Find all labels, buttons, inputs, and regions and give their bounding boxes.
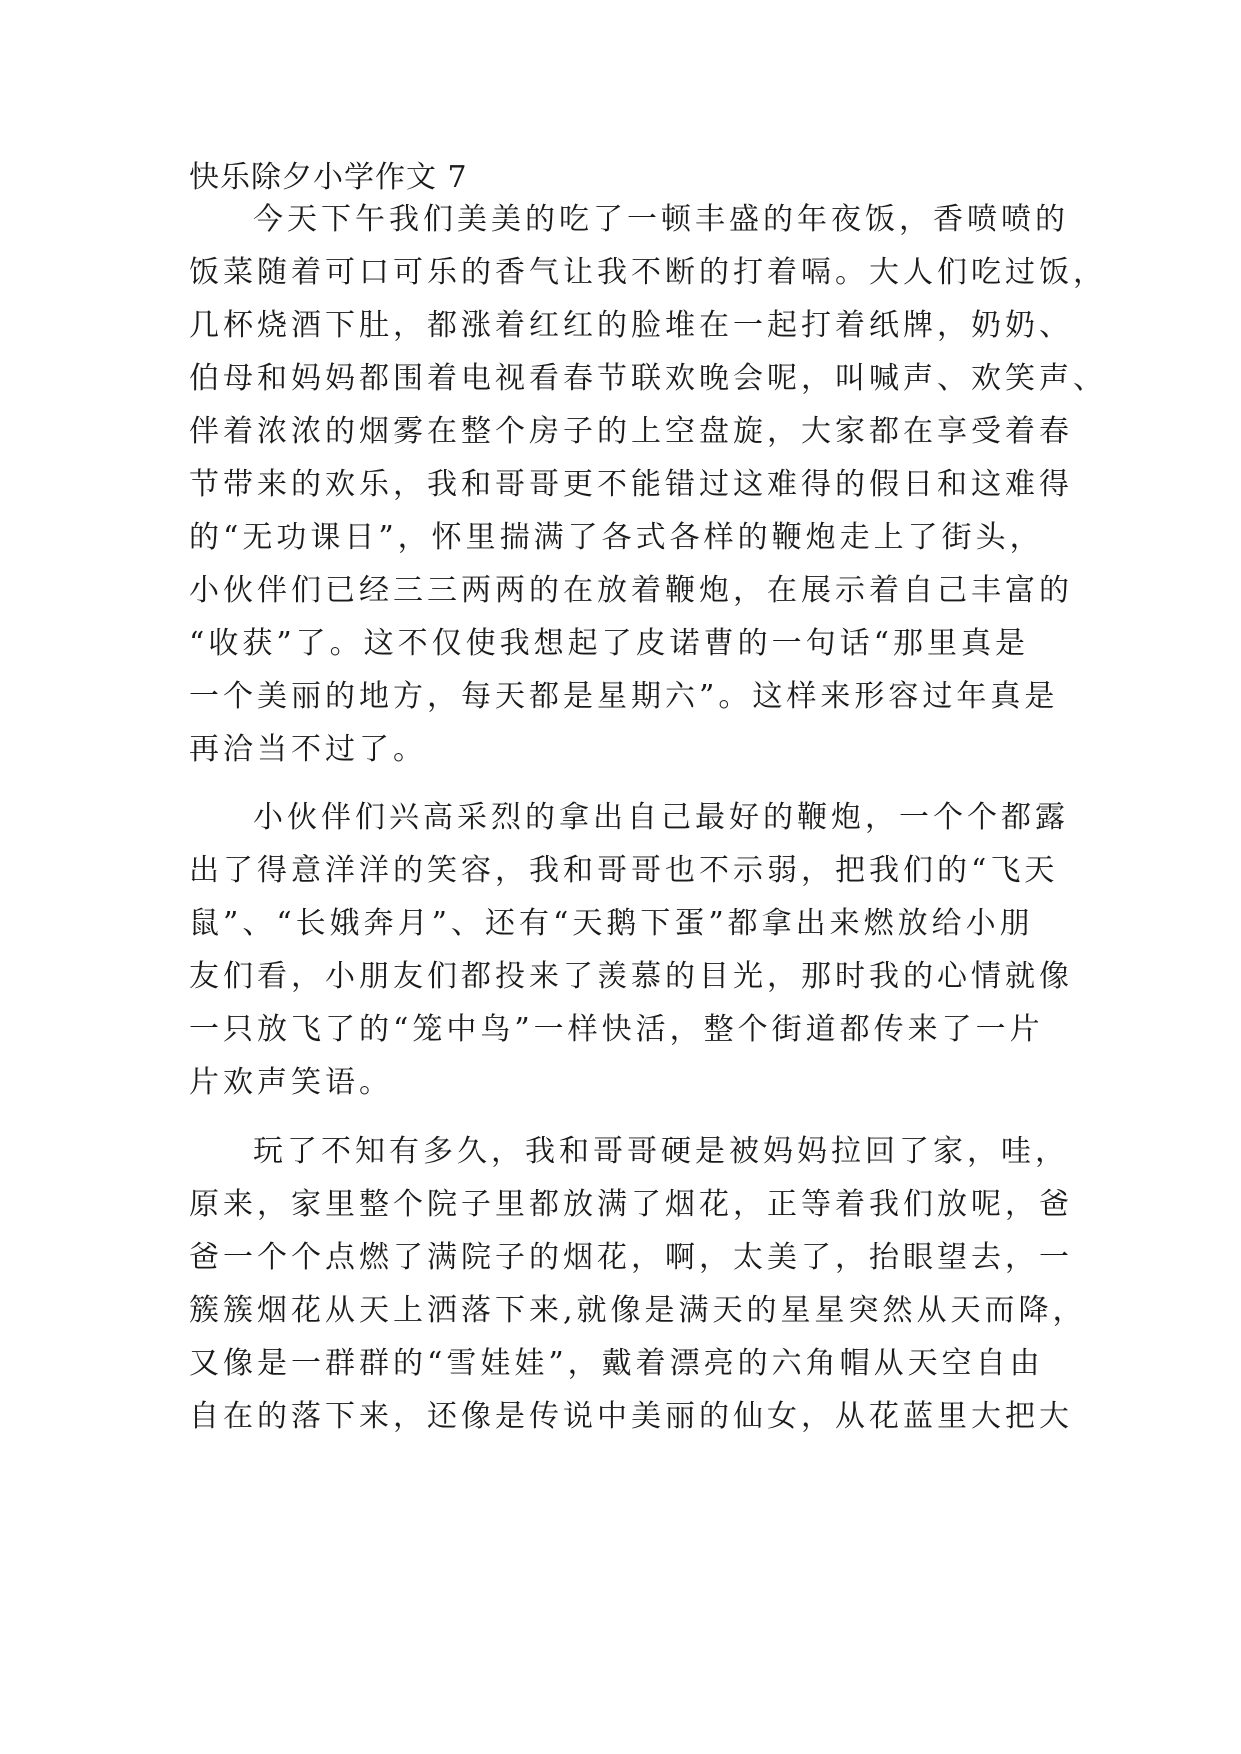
paragraph-3-line-6: 自在的落下来，还像是传说中美丽的仙女，从花蓝里大把大 <box>189 1399 1073 1434</box>
paragraph-1-line-2: 饭菜随着可口可乐的香气让我不断的打着嗝。大人们吃过饭， <box>189 255 1107 290</box>
paragraph-2-line-5: 一只放飞了的“笼中鸟”一样快活，整个街道都传来了一片 <box>189 1012 1044 1047</box>
paragraph-1-line-4: 伯母和妈妈都围着电视看春节联欢晚会呢，叫喊声、欢笑声、 <box>189 361 1107 396</box>
paragraph-1-line-6: 节带来的欢乐，我和哥哥更不能错过这难得的假日和这难得 <box>189 467 1073 502</box>
paragraph-1-line-7: 的“无功课日”，怀里揣满了各式各样的鞭炮走上了街头， <box>189 520 1044 555</box>
paragraph-1-line-5: 伴着浓浓的烟雾在整个房子的上空盘旋，大家都在享受着春 <box>189 414 1073 449</box>
paragraph-3-line-1: 玩了不知有多久，我和哥哥硬是被妈妈拉回了家，哇， <box>253 1134 1069 1169</box>
paragraph-1-line-11: 再洽当不过了。 <box>189 732 427 767</box>
document-title: 快乐除夕小学作文 7 <box>189 160 468 195</box>
paragraph-1-line-1: 今天下午我们美美的吃了一顿丰盛的年夜饭，香喷喷的 <box>253 202 1069 237</box>
paragraph-2-line-2: 出了得意洋洋的笑容，我和哥哥也不示弱，把我们的“飞天 <box>189 853 1059 888</box>
paragraph-1-line-3: 几杯烧酒下肚，都涨着红红的脸堆在一起打着纸牌，奶奶、 <box>189 308 1073 343</box>
paragraph-3-line-3: 爸一个个点燃了满院子的烟花，啊，太美了，抬眼望去，一 <box>189 1240 1073 1275</box>
paragraph-2-line-4: 友们看，小朋友们都投来了羡慕的目光，那时我的心情就像 <box>189 959 1073 994</box>
paragraph-1-line-9: “收获”了。这不仅使我想起了皮诺曹的一句话“那里真是 <box>189 626 1030 661</box>
paragraph-1-line-10: 一个美丽的地方，每天都是星期六”。这样来形容过年真是 <box>189 679 1059 714</box>
paragraph-3-line-2: 原来，家里整个院子里都放满了烟花，正等着我们放呢，爸 <box>189 1187 1073 1222</box>
paragraph-2-line-1: 小伙伴们兴高采烈的拿出自己最好的鞭炮，一个个都露 <box>253 800 1069 835</box>
paragraph-1-line-8: 小伙伴们已经三三两两的在放着鞭炮，在展示着自己丰富的 <box>189 573 1073 608</box>
paragraph-2-line-6: 片欢声笑语。 <box>189 1065 393 1100</box>
paragraph-3-line-5: 又像是一群群的“雪娃娃”，戴着漂亮的六角帽从天空自由 <box>189 1346 1044 1381</box>
paragraph-2-line-3: 鼠”、“长娥奔月”、还有“天鹅下蛋”都拿出来燃放给小朋 <box>189 906 1034 941</box>
paragraph-3-line-4: 簇簇烟花从天上洒落下来,就像是满天的星星突然从天而降， <box>189 1293 1087 1328</box>
